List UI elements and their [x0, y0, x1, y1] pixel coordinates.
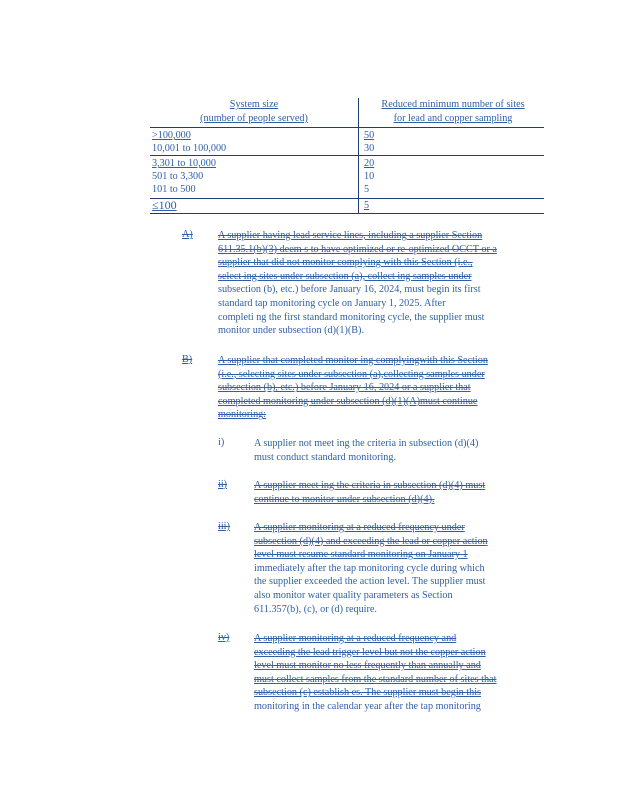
row-size: 501 to 3,300	[152, 171, 204, 182]
sub-iv-struck-line: exceeding the lead trigger level but not the copper action	[254, 646, 486, 658]
sub-i-line: must conduct standard monitoring.	[254, 451, 397, 463]
sub-iv-marker: iv)	[218, 632, 230, 643]
table-row	[150, 199, 544, 211]
sub-iv-struck-line: level must monitor no less frequently than annually and	[254, 660, 481, 672]
table-rule	[150, 127, 544, 128]
table-row	[150, 157, 544, 169]
para-b-struck-line: (i.e., selecting sites under subsection (a),collecting samples under	[218, 368, 485, 380]
sub-iii-line: 611.357(b), (c), or (d) require.	[254, 603, 377, 615]
row-sites: 30	[364, 143, 375, 154]
sub-ii-struck-line: A supplier meet ing the criteria in subsection (d)(4) must	[254, 480, 486, 491]
para-b-struck-line: completed monitoring under subsection (d)(1)(A)must continue	[218, 395, 478, 407]
table-header	[150, 98, 544, 126]
sub-iv-struck-line: subsection (c) establish es. The supplier must begin this	[254, 687, 482, 699]
row-sites: 20	[364, 158, 375, 169]
sub-iii-line: the supplier exceeded the action level. The supplier must	[254, 576, 486, 588]
para-b-struck-line: A supplier that completed monitor ing complyingwith this Section	[218, 355, 488, 366]
para-b-struck-line: subsection (b), etc.) before January 16, 2024 or a supplier that	[218, 382, 471, 394]
para-a-struck-line: A supplier having lead service lines, including a supplier Section	[218, 230, 483, 241]
table-rule	[150, 213, 544, 214]
sub-iii-struck-line: subsection (d)(4) and exceeding the lead or copper action	[254, 535, 488, 547]
sub-iv-struck-line: A supplier monitoring at a reduced frequency and	[254, 633, 457, 644]
sub-iii-marker: iii)	[218, 521, 230, 532]
table-row	[150, 170, 544, 182]
sub-iv-line: monitoring in the calendar year after the tap monitoring	[254, 700, 481, 712]
sub-ii-struck-line: continue to monitor under subsection (d)(4).	[254, 493, 435, 505]
sub-i-marker: i)	[218, 437, 225, 448]
sub-i-line: A supplier not meet ing the criteria in subsection (d)(4)	[254, 438, 479, 449]
para-a-struck-line: select ing sites under subsection (a), collect ing samples under	[218, 270, 472, 282]
sub-ii-marker: ii)	[218, 479, 228, 490]
sampling-sites-table	[150, 98, 544, 212]
row-size: ≤100	[152, 198, 177, 212]
row-sites: 50	[364, 130, 375, 141]
row-sites: 5	[364, 200, 370, 211]
para-a-struck-line: 611.35.1(b)(3) deem s to have optimized or re-optimized OCCT or a	[218, 243, 497, 255]
para-a-line: monitor under subsection (d)(1)(B).	[218, 325, 364, 337]
para-a-marker: A)	[182, 229, 193, 240]
para-a-line: standard tap monitoring cycle on January 1, 2025. After	[218, 297, 446, 309]
header-col2-line2: for lead and copper sampling	[393, 113, 513, 124]
header-col1-line2: (number of people served)	[200, 113, 308, 124]
sub-iv-struck-line: must collect samples from the standard number of sites that	[254, 673, 497, 685]
row-size: 101 to 500	[152, 184, 196, 195]
row-size: 3,301 to 10,000	[152, 158, 216, 169]
para-b-marker: B)	[182, 354, 193, 365]
header-col1-line1: System size	[229, 99, 279, 110]
table-rule	[150, 155, 544, 156]
para-a-line: completi ng the first standard monitoring cycle, the supplier must	[218, 311, 485, 323]
sub-iv	[254, 632, 544, 714]
table-row	[150, 142, 544, 154]
para-a-struck-line: supplier that did not monitor complying with this Section (i.e.,	[218, 257, 473, 269]
row-size: >100,000	[152, 130, 191, 141]
header-col2-line1: Reduced minimum number of sites	[381, 99, 525, 110]
para-b	[218, 354, 548, 422]
sub-ii	[254, 479, 544, 506]
sub-iii-line: also monitor water quality parameters as Section	[254, 589, 453, 601]
sub-iii	[254, 521, 544, 616]
para-a-line: subsection (b), etc.) before January 16, 2024, must begin its first	[218, 284, 481, 296]
row-size: 10,001 to 100,000	[152, 143, 227, 154]
sub-iii-struck-line: A supplier monitoring at a reduced frequency under	[254, 522, 465, 533]
table-row	[150, 129, 544, 141]
table-row	[150, 183, 544, 195]
para-a	[218, 229, 548, 338]
sub-iii-struck-line: level must resume standard monitoring on January 1	[254, 549, 468, 561]
para-b-struck-line: monitoring:	[218, 409, 267, 421]
sub-iii-line: immediately after the tap monitoring cycle during which	[254, 562, 485, 574]
row-sites: 10	[364, 171, 375, 182]
sub-i	[254, 437, 544, 464]
row-sites: 5	[364, 184, 370, 195]
